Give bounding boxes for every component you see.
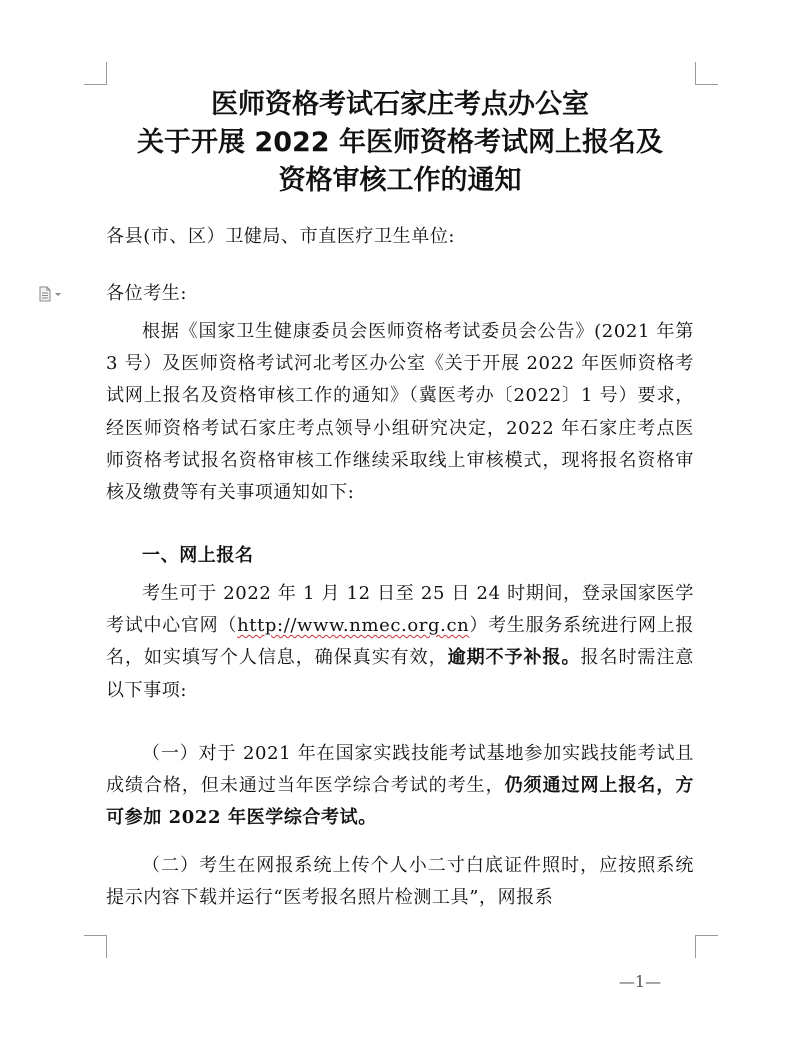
item2-paragraph: （二）考生在网报系统上传个人小二寸白底证件照时，应按照系统提示内容下载并运行“医考报名照片检测工具”，网报系 xyxy=(106,855,694,909)
intro-paragraph: 根据《国家卫生健康委员会医师资格考试委员会公告》(2021 年第 3 号）及医师资格考试河北考区办公室《关于开展 2022 年医师资格考试网上报名及资格审核工作的通知》（冀医考办〔2022〕1 号）要求，经医师资格考试石家庄考点领导小组研究决定，2022 年石家庄考点医师资格考试报名资格审核工作继续采取线上审核模式，现将报名资格审核及缴费等有关事项通知如下: xyxy=(106,321,694,504)
document-title xyxy=(106,86,694,200)
section1-text-c: 报名时需注意以下事项: xyxy=(106,647,694,701)
title-line-2: 关于开展 2022 年医师资格考试网上报名及 xyxy=(137,127,663,158)
item1-bold: 仍须通过网上报名，方可参加 2022 年医学综合考试。 xyxy=(106,775,694,829)
item1-paragraph xyxy=(106,738,694,835)
salutation-candidates: 各位考生: xyxy=(106,283,188,304)
title-line-3: 资格审核工作的通知 xyxy=(278,165,522,196)
page-number: —1— xyxy=(618,972,662,991)
item1-text: （一）对于 2021 年在国家实践技能考试基地参加实践技能考试且成绩合格，但未通过当年医学综合考试的考生， xyxy=(106,743,694,797)
section-heading-online-registration: 一、网上报名 xyxy=(142,545,254,566)
section1-text-a: 考生可于 2022 年 1 月 12 日至 25 日 24 时期间，登录国家医学考试中心官网（ xyxy=(106,583,694,637)
crop-mark-bottom-left xyxy=(84,935,107,958)
title-line-1: 医师资格考试石家庄考点办公室 xyxy=(211,89,589,120)
crop-mark-top-left xyxy=(84,62,107,85)
section1-bold-notice: 逾期不予补报。 xyxy=(447,647,581,669)
nmec-url-link[interactable]: http://www.nmec.org.cn xyxy=(237,615,470,637)
document-icon[interactable] xyxy=(38,286,64,302)
section1-paragraph xyxy=(106,578,694,707)
crop-mark-bottom-right xyxy=(695,935,718,958)
section1-text-b: ）考生服务系统进行网上报名，如实填写个人信息，确保真实有效， xyxy=(106,615,694,669)
crop-mark-top-right xyxy=(695,62,718,85)
salutation-units: 各县(市、区）卫健局、市直医疗卫生单位: xyxy=(106,226,456,247)
